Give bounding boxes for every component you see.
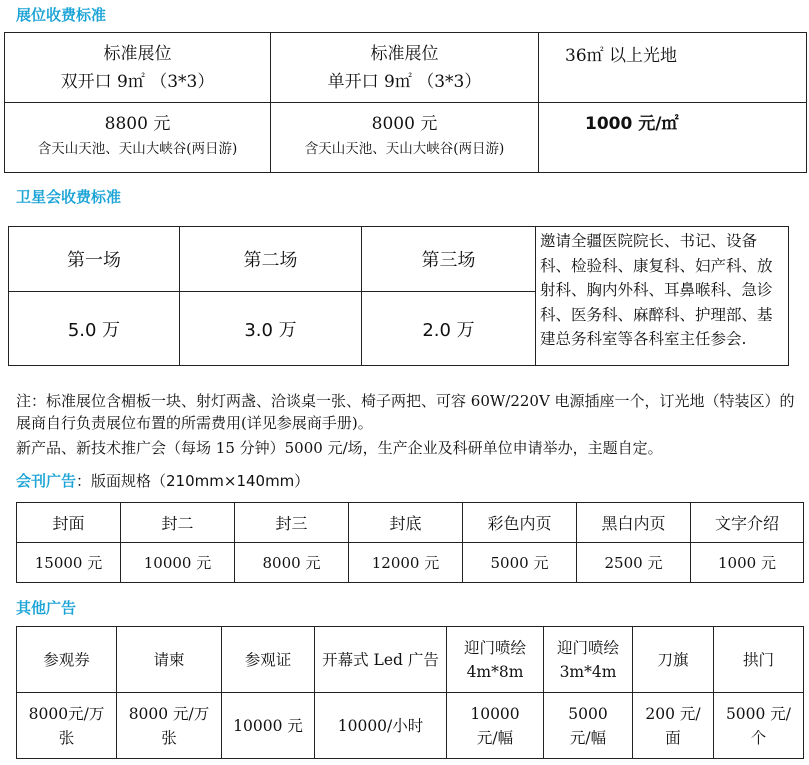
other-ad-table [16, 626, 804, 759]
ad-price-cell: 10000/小时 [315, 693, 447, 759]
ad-type-cell: 封底 [349, 503, 463, 543]
booth-type-label: 36㎡ 以上光地 [565, 46, 678, 66]
table-row [17, 627, 804, 693]
booth-header-cell [539, 33, 807, 103]
satellite-section-title: 卫星会收费标准 [16, 188, 122, 206]
booth-header-cell [271, 33, 539, 103]
booth-type-label: 标准展位 [370, 43, 439, 64]
ad-type-cell: 文字介绍 [691, 503, 804, 543]
other-ads-section-title: 其他广告 [16, 599, 77, 617]
ad-price-cell: 2500 元 [577, 543, 691, 583]
session-price: 3.0 万 [180, 292, 362, 366]
ad-price-cell: 5000 元 [463, 543, 577, 583]
booth-section-title: 展位收费标准 [16, 6, 107, 24]
booth-price-cell [539, 103, 807, 173]
booth-type-label: 标准展位 [103, 43, 172, 64]
ad-price-cell: 8000 元 [235, 543, 349, 583]
ad-type-cell: 刀旗 [633, 627, 714, 693]
invite-description: 邀请全疆医院院长、书记、设备科、检验科、康复科、妇产科、放射科、胸内外科、耳鼻喉科、急诊科、医务科、麻醉科、护理部、基建总务科室等各科室主任参会. [536, 227, 789, 366]
ad-type-cell: 迎门喷绘 4m*8m [447, 627, 544, 693]
ad-type-cell: 请柬 [117, 627, 222, 693]
ad-type-cell: 封三 [235, 503, 349, 543]
ad-type-cell: 彩色内页 [463, 503, 577, 543]
ad-price-cell: 8000 元/万张 [117, 693, 222, 759]
booth-price-note: 含天山天池、天山大峡谷(两日游) [37, 141, 238, 157]
booth-note: 注：标准展位含楣板一块、射灯两盏、洽谈桌一张、椅子两把、可容 60W/220V 电源插座一个，订光地（特装区）的展商自行负责展位布置的所需费用(详见参展商手册)。 [16, 392, 795, 432]
table-row [5, 33, 807, 103]
table-row [5, 103, 807, 173]
table-row [9, 227, 789, 292]
ad-price-cell: 12000 元 [349, 543, 463, 583]
magazine-title: 会刊广告 [16, 472, 77, 490]
booth-header-cell [5, 33, 271, 103]
ad-price-cell: 5000 元/幅 [544, 693, 633, 759]
table-row [17, 693, 804, 759]
magazine-ad-table [16, 502, 804, 583]
table-row [17, 543, 804, 583]
table-row [17, 503, 804, 543]
booth-price-note: 含天山天池、天山大峡谷(两日游) [304, 141, 505, 157]
booth-price: 1000 元/㎡ [585, 114, 679, 134]
booth-price-cell [271, 103, 539, 173]
booth-price: 8000 元 [371, 114, 438, 134]
session-price: 5.0 万 [9, 292, 180, 366]
launch-event-note: 新产品、新技术推广会（每场 15 分钟）5000 元/场，生产企业及科研单位申请举办，主题自定。 [16, 439, 663, 457]
ad-type-cell: 开幕式 Led 广告 [315, 627, 447, 693]
ad-type-cell: 迎门喷绘 3m*4m [544, 627, 633, 693]
booth-size-label: 单开口 9㎡ （3*3） [327, 71, 482, 92]
session-price: 2.0 万 [362, 292, 536, 366]
ad-type-cell: 参观券 [17, 627, 117, 693]
magazine-section-title [16, 470, 309, 491]
ad-type-cell: 封面 [17, 503, 121, 543]
booth-fee-table [4, 32, 807, 173]
booth-price-cell [5, 103, 271, 173]
magazine-spec: ：版面规格（210mm×140mm） [76, 472, 310, 490]
ad-price-cell: 10000 元 [121, 543, 235, 583]
booth-price: 8800 元 [104, 114, 171, 134]
satellite-fee-table [8, 226, 789, 366]
ad-price-cell: 10000 元/幅 [447, 693, 544, 759]
booth-size-label: 双开口 9㎡ （3*3） [60, 71, 215, 92]
ad-type-cell: 拱门 [714, 627, 804, 693]
session-header: 第二场 [180, 227, 362, 292]
ad-price-cell: 10000 元 [222, 693, 315, 759]
ad-type-cell: 参观证 [222, 627, 315, 693]
session-header: 第一场 [9, 227, 180, 292]
session-header: 第三场 [362, 227, 536, 292]
ad-price-cell: 200 元/面 [633, 693, 714, 759]
ad-price-cell: 15000 元 [17, 543, 121, 583]
ad-type-cell: 黑白内页 [577, 503, 691, 543]
ad-price-cell: 8000元/万张 [17, 693, 117, 759]
ad-type-cell: 封二 [121, 503, 235, 543]
ad-price-cell: 5000 元/个 [714, 693, 804, 759]
ad-price-cell: 1000 元 [691, 543, 804, 583]
